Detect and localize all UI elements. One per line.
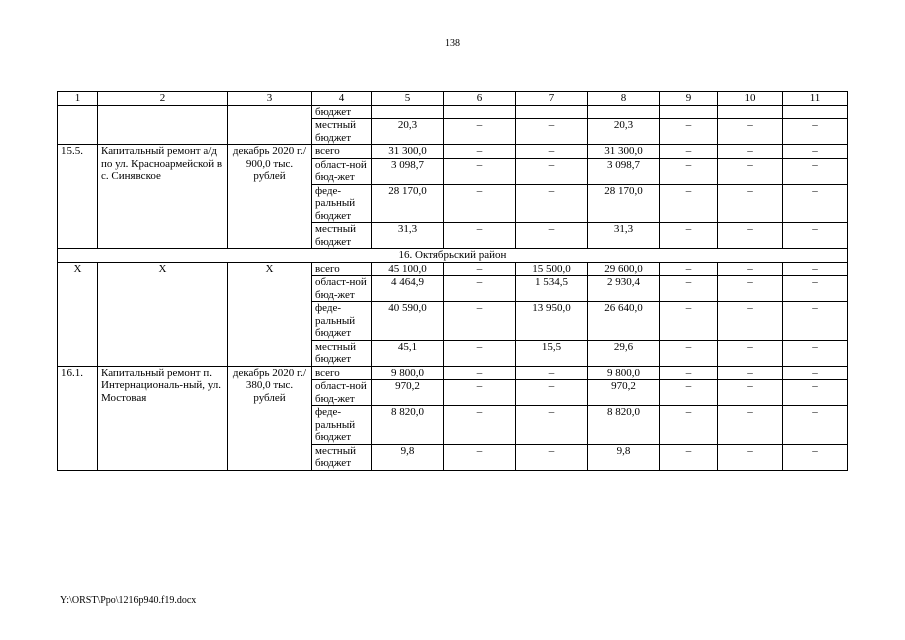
column-header: 2 [98, 92, 228, 106]
funding-source-cell: всего [312, 145, 372, 159]
value-cell: 26 640,0 [588, 302, 660, 341]
value-cell: 31,3 [588, 223, 660, 249]
funding-source-cell: всего [312, 262, 372, 276]
value-cell: 45,1 [372, 340, 444, 366]
value-cell: 2 930,4 [588, 276, 660, 302]
column-header: 4 [312, 92, 372, 106]
value-cell: – [718, 444, 783, 470]
value-cell: 1 534,5 [516, 276, 588, 302]
value-cell: – [660, 145, 718, 159]
value-cell: – [444, 184, 516, 223]
value-cell: – [660, 302, 718, 341]
value-cell: – [516, 119, 588, 145]
value-cell: – [444, 145, 516, 159]
value-cell: – [660, 158, 718, 184]
item-name-cell: Капитальный ремонт п. Интернациональ-ный, ул. Мостовая [98, 366, 228, 470]
funding-source-cell: местный бюджет [312, 223, 372, 249]
value-cell: – [660, 406, 718, 445]
item-number-cell: 15.5. [58, 145, 98, 249]
table-header-row [58, 92, 848, 106]
value-cell: – [660, 380, 718, 406]
value-cell: 15,5 [516, 340, 588, 366]
file-path-footer: Y:\ORST\Ppo\1216p940.f19.docx [60, 595, 197, 606]
value-cell: 9 800,0 [372, 366, 444, 380]
funding-source-cell: област-ной бюд-жет [312, 158, 372, 184]
funding-source-cell: област-ной бюд-жет [312, 380, 372, 406]
value-cell: 29 600,0 [588, 262, 660, 276]
value-cell: – [783, 119, 848, 145]
table-row [58, 105, 848, 119]
value-cell: – [718, 380, 783, 406]
item-name-cell: Х [98, 262, 228, 366]
funding-source-cell: феде-ральный бюджет [312, 406, 372, 445]
value-cell: 13 950,0 [516, 302, 588, 341]
value-cell: 40 590,0 [372, 302, 444, 341]
table-row [58, 145, 848, 159]
value-cell: – [444, 276, 516, 302]
value-cell: 15 500,0 [516, 262, 588, 276]
value-cell: – [444, 262, 516, 276]
value-cell: 4 464,9 [372, 276, 444, 302]
value-cell: – [444, 340, 516, 366]
table-row [58, 366, 848, 380]
item-number-cell [58, 105, 98, 145]
value-cell: – [718, 366, 783, 380]
value-cell: – [783, 262, 848, 276]
value-cell: 29,6 [588, 340, 660, 366]
value-cell: – [783, 406, 848, 445]
value-cell: – [516, 223, 588, 249]
value-cell: – [516, 444, 588, 470]
value-cell: 8 820,0 [372, 406, 444, 445]
value-cell: – [444, 444, 516, 470]
value-cell: 9 800,0 [588, 366, 660, 380]
value-cell: – [516, 145, 588, 159]
column-header: 9 [660, 92, 718, 106]
value-cell: 970,2 [588, 380, 660, 406]
column-header: 11 [783, 92, 848, 106]
value-cell [660, 105, 718, 119]
column-header: 3 [228, 92, 312, 106]
item-number-cell: 16.1. [58, 366, 98, 470]
column-header: 5 [372, 92, 444, 106]
item-number-cell: Х [58, 262, 98, 366]
value-cell: 970,2 [372, 380, 444, 406]
item-term-cell: декабрь 2020 г./ 380,0 тыс. рублей [228, 366, 312, 470]
value-cell: – [718, 302, 783, 341]
value-cell: 31 300,0 [588, 145, 660, 159]
funding-source-cell: феде-ральный бюджет [312, 302, 372, 341]
value-cell: – [516, 158, 588, 184]
value-cell: 9,8 [372, 444, 444, 470]
value-cell: 28 170,0 [372, 184, 444, 223]
value-cell: 9,8 [588, 444, 660, 470]
value-cell: – [444, 302, 516, 341]
funding-source-cell: местный бюджет [312, 119, 372, 145]
value-cell [718, 105, 783, 119]
value-cell: – [516, 380, 588, 406]
value-cell: – [783, 223, 848, 249]
value-cell: – [718, 406, 783, 445]
value-cell: – [783, 145, 848, 159]
value-cell: – [516, 366, 588, 380]
value-cell: – [660, 184, 718, 223]
budget-table [57, 91, 848, 471]
funding-source-cell: област-ной бюд-жет [312, 276, 372, 302]
value-cell: 3 098,7 [588, 158, 660, 184]
value-cell: – [660, 340, 718, 366]
column-header: 8 [588, 92, 660, 106]
value-cell: – [783, 158, 848, 184]
value-cell: – [783, 184, 848, 223]
value-cell: – [783, 380, 848, 406]
value-cell: – [718, 158, 783, 184]
funding-source-cell: всего [312, 366, 372, 380]
value-cell: – [718, 145, 783, 159]
value-cell: – [718, 276, 783, 302]
value-cell: – [718, 184, 783, 223]
value-cell [444, 105, 516, 119]
value-cell: – [660, 223, 718, 249]
value-cell: 20,3 [372, 119, 444, 145]
value-cell: – [783, 340, 848, 366]
item-term-cell [228, 105, 312, 145]
value-cell: – [444, 380, 516, 406]
value-cell: – [660, 119, 718, 145]
value-cell: – [783, 444, 848, 470]
column-header: 1 [58, 92, 98, 106]
value-cell: – [444, 223, 516, 249]
column-header: 7 [516, 92, 588, 106]
value-cell: – [660, 366, 718, 380]
funding-source-cell: бюджет [312, 105, 372, 119]
value-cell: 31 300,0 [372, 145, 444, 159]
column-header: 10 [718, 92, 783, 106]
value-cell: 45 100,0 [372, 262, 444, 276]
item-name-cell [98, 105, 228, 145]
value-cell: 20,3 [588, 119, 660, 145]
value-cell: – [444, 158, 516, 184]
value-cell: 3 098,7 [372, 158, 444, 184]
value-cell: 8 820,0 [588, 406, 660, 445]
item-name-cell: Капитальный ремонт а/д по ул. Красноармейской в с. Синявское [98, 145, 228, 249]
value-cell [372, 105, 444, 119]
funding-source-cell: местный бюджет [312, 340, 372, 366]
value-cell [516, 105, 588, 119]
value-cell: – [660, 276, 718, 302]
section-title: 16. Октябрьский район [58, 249, 848, 263]
value-cell [783, 105, 848, 119]
value-cell: – [718, 119, 783, 145]
value-cell: – [516, 184, 588, 223]
table-row [58, 262, 848, 276]
value-cell [588, 105, 660, 119]
value-cell: – [783, 276, 848, 302]
column-header: 6 [444, 92, 516, 106]
value-cell: 28 170,0 [588, 184, 660, 223]
funding-source-cell: местный бюджет [312, 444, 372, 470]
page-number: 138 [445, 38, 460, 49]
item-term-cell: Х [228, 262, 312, 366]
value-cell: – [660, 444, 718, 470]
value-cell: – [718, 262, 783, 276]
item-term-cell: декабрь 2020 г./ 900,0 тыс. рублей [228, 145, 312, 249]
value-cell: – [444, 406, 516, 445]
section-row [58, 249, 848, 263]
value-cell: – [783, 366, 848, 380]
value-cell: – [718, 223, 783, 249]
value-cell: – [444, 366, 516, 380]
value-cell: – [516, 406, 588, 445]
value-cell: – [718, 340, 783, 366]
value-cell: – [660, 262, 718, 276]
funding-source-cell: феде-ральный бюджет [312, 184, 372, 223]
value-cell: – [444, 119, 516, 145]
value-cell: – [783, 302, 848, 341]
value-cell: 31,3 [372, 223, 444, 249]
